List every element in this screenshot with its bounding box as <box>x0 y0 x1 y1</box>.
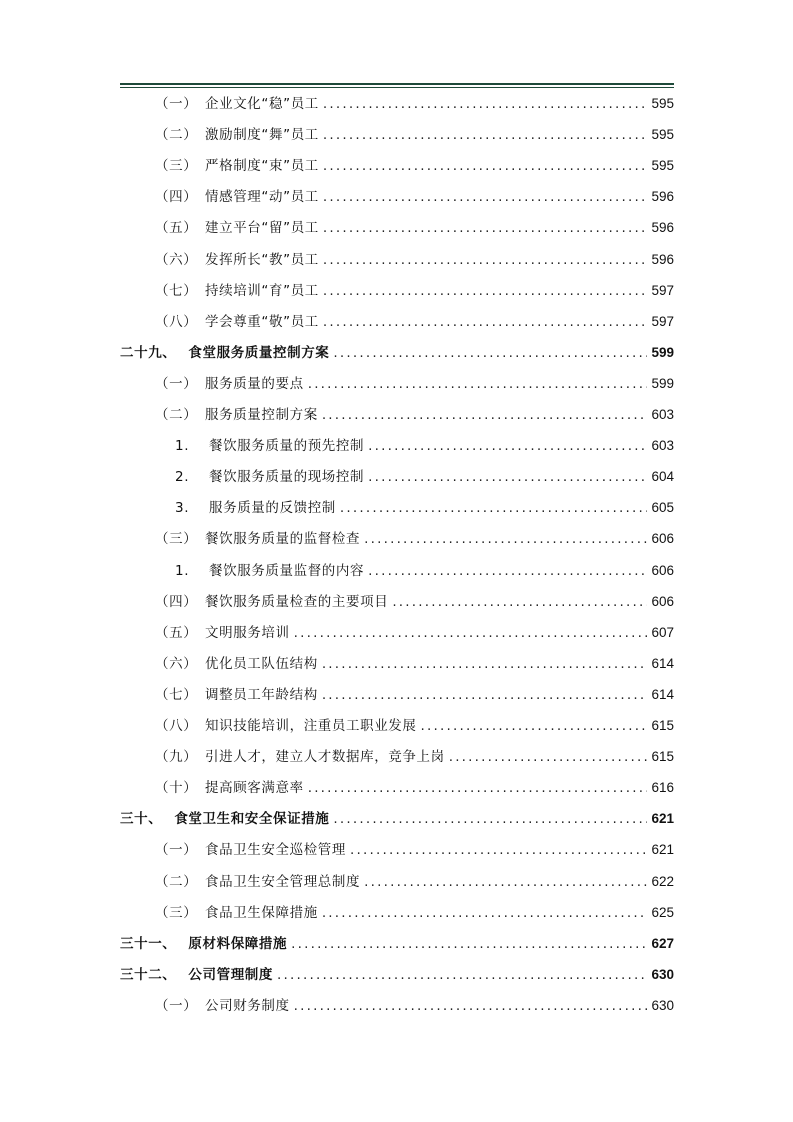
toc-leader-dots <box>333 811 647 827</box>
toc-entry-number: （五） <box>155 220 198 236</box>
toc-entry-page-number: 597 <box>651 283 674 298</box>
toc-entry[interactable] <box>175 434 674 456</box>
toc-entry[interactable] <box>155 994 674 1016</box>
toc-entry-page-number: 621 <box>651 811 674 826</box>
toc-entry-page-number: 595 <box>651 158 674 173</box>
toc-entry-page-number: 627 <box>651 936 674 951</box>
toc-entry[interactable] <box>155 185 674 207</box>
toc-entry-title: 提高顾客满意率 <box>205 780 304 796</box>
toc-entry-page-number: 603 <box>651 438 674 453</box>
toc-entry[interactable] <box>155 714 674 736</box>
toc-entry-page-number: 596 <box>651 220 674 235</box>
toc-entry-number: 1. <box>175 563 190 579</box>
toc-entry-title: 文明服务培训 <box>205 625 290 641</box>
toc-entry-page-number: 625 <box>651 905 674 920</box>
toc-leader-dots <box>323 314 648 330</box>
toc-entry-page-number: 614 <box>651 656 674 671</box>
toc-entry-title: 食堂服务质量控制方案 <box>188 345 330 361</box>
toc-entry[interactable] <box>155 123 674 145</box>
toc-entry[interactable] <box>155 838 674 860</box>
toc-entry-number: （二） <box>155 874 198 890</box>
toc-entry[interactable] <box>155 527 674 549</box>
toc-entry-page-number: 630 <box>651 967 674 982</box>
toc-entry-title: 餐饮服务质量检查的主要项目 <box>205 594 389 610</box>
toc-entry-title: 发挥所长“教”员工 <box>205 252 319 268</box>
toc-leader-dots <box>368 563 647 579</box>
toc-leader-dots <box>364 531 647 547</box>
toc-leader-dots <box>291 936 647 952</box>
toc-leader-dots <box>323 220 648 236</box>
toc-entry-page-number: 614 <box>651 687 674 702</box>
toc-entry-title: 服务质量的反馈控制 <box>209 500 336 516</box>
toc-entry-title: 食品卫生安全管理总制度 <box>205 874 361 890</box>
toc-entry[interactable] <box>120 341 674 363</box>
toc-entry-page-number: 622 <box>651 874 674 889</box>
toc-entry-page-number: 596 <box>651 252 674 267</box>
toc-entry-number: （七） <box>155 283 198 299</box>
toc-entry-number: （二） <box>155 407 198 423</box>
toc-entry-page-number: 597 <box>651 314 674 329</box>
toc-entry[interactable] <box>155 310 674 332</box>
toc-entry-page-number: 603 <box>651 407 674 422</box>
toc-leader-dots <box>421 718 648 734</box>
toc-entry-title: 公司管理制度 <box>188 967 274 983</box>
toc-leader-dots <box>449 749 648 765</box>
toc-entry-page-number: 606 <box>651 531 674 546</box>
toc-entry-title: 引进人才，建立人才数据库，竞争上岗 <box>205 749 445 765</box>
toc-entry-title: 持续培训“育”员工 <box>205 283 319 299</box>
toc-entry[interactable] <box>155 776 674 798</box>
toc-entry-number: 二十九、 <box>120 345 177 361</box>
toc-entry-number: （三） <box>155 531 198 547</box>
toc-entry[interactable] <box>155 248 674 270</box>
toc-leader-dots <box>323 283 648 299</box>
toc-leader-dots <box>277 967 647 983</box>
toc-entry-number: （四） <box>155 189 198 205</box>
toc-entry-page-number: 599 <box>651 376 674 391</box>
header-rule-thin <box>120 87 674 88</box>
toc-entry-page-number: 606 <box>651 594 674 609</box>
toc-entry-number: （一） <box>155 842 198 858</box>
toc-entry-number: （三） <box>155 905 198 921</box>
toc-entry[interactable] <box>155 154 674 176</box>
toc-entry[interactable] <box>155 279 674 301</box>
toc-leader-dots <box>323 158 648 174</box>
toc-entry[interactable] <box>155 92 674 114</box>
toc-leader-dots <box>322 407 648 423</box>
toc-entry-title: 服务质量的要点 <box>205 376 304 392</box>
toc-leader-dots <box>392 594 647 610</box>
toc-leader-dots <box>322 905 648 921</box>
toc-entry[interactable] <box>120 932 674 954</box>
toc-entry[interactable] <box>155 216 674 238</box>
toc-entry-number: （十） <box>155 780 198 796</box>
toc-entry-page-number: 630 <box>651 998 674 1013</box>
toc-entry-number: 三十二、 <box>120 967 177 983</box>
toc-entry-page-number: 595 <box>651 127 674 142</box>
toc-entry-number: （二） <box>155 127 198 143</box>
toc-entry-number: （八） <box>155 314 198 330</box>
toc-entry[interactable] <box>155 403 674 425</box>
toc-leader-dots <box>308 376 648 392</box>
toc-entry-title: 餐饮服务质量监督的内容 <box>209 563 365 579</box>
toc-entry-title: 优化员工队伍结构 <box>205 656 318 672</box>
toc-leader-dots <box>294 998 648 1014</box>
toc-entry-number: （五） <box>155 625 198 641</box>
toc-entry-title: 食品卫生保障措施 <box>205 905 318 921</box>
toc-entry-title: 原材料保障措施 <box>188 936 288 952</box>
toc-entry[interactable] <box>120 963 674 985</box>
toc-entry-number: （八） <box>155 718 198 734</box>
toc-entry[interactable] <box>120 807 674 829</box>
toc-entry-title: 调整员工年龄结构 <box>205 687 318 703</box>
toc-entry[interactable] <box>175 496 674 518</box>
toc-entry-number: 三十一、 <box>120 936 177 952</box>
toc-leader-dots <box>368 438 647 454</box>
toc-entry[interactable] <box>155 745 674 767</box>
toc-entry-number: 2. <box>175 469 190 485</box>
toc-leader-dots <box>308 780 648 796</box>
toc-entry-title: 公司财务制度 <box>205 998 290 1014</box>
toc-entry-page-number: 596 <box>651 189 674 204</box>
toc-entry-title: 餐饮服务质量的现场控制 <box>209 469 365 485</box>
toc-entry-number: 3. <box>175 500 190 516</box>
toc-entry[interactable] <box>175 465 674 487</box>
toc-leader-dots <box>294 625 648 641</box>
toc-entry-page-number: 621 <box>651 842 674 857</box>
toc-entry-number: （六） <box>155 252 198 268</box>
toc-entry-page-number: 615 <box>651 749 674 764</box>
toc-entry-title: 学会尊重“敬”员工 <box>205 314 319 330</box>
toc-entry-title: 情感管理“动”员工 <box>205 189 319 205</box>
toc-leader-dots <box>323 96 648 112</box>
toc-leader-dots <box>323 127 648 143</box>
toc-entry-title: 餐饮服务质量的预先控制 <box>209 438 365 454</box>
toc-entry-title: 严格制度“束”员工 <box>205 158 319 174</box>
toc-entry-page-number: 606 <box>651 563 674 578</box>
toc-entry-page-number: 604 <box>651 469 674 484</box>
toc-entry[interactable] <box>155 683 674 705</box>
toc-leader-dots <box>323 189 648 205</box>
toc-leader-dots <box>364 874 647 890</box>
toc-entry-page-number: 605 <box>651 500 674 515</box>
toc-entry[interactable] <box>155 652 674 674</box>
toc-leader-dots <box>322 656 648 672</box>
toc-leader-dots <box>340 500 648 516</box>
toc-entry-title: 激励制度“舞”员工 <box>205 127 319 143</box>
toc-entry-number: （三） <box>155 158 198 174</box>
toc-entry[interactable] <box>155 590 674 612</box>
toc-entry-title: 服务质量控制方案 <box>205 407 318 423</box>
toc-entry[interactable] <box>155 621 674 643</box>
toc-entry[interactable] <box>175 559 674 581</box>
toc-entry[interactable] <box>155 870 674 892</box>
toc-leader-dots <box>368 469 647 485</box>
toc-leader-dots <box>350 842 647 858</box>
toc-entry-number: （七） <box>155 687 198 703</box>
toc-entry-title: 建立平台“留”员工 <box>205 220 319 236</box>
toc-entry-title: 餐饮服务质量的监督检查 <box>205 531 361 547</box>
toc-leader-dots <box>333 345 647 361</box>
toc-entry-number: （一） <box>155 998 198 1014</box>
toc-entry-number: （九） <box>155 749 198 765</box>
toc-entry-page-number: 615 <box>651 718 674 733</box>
toc-entry-page-number: 616 <box>651 780 674 795</box>
toc-entry-title: 食品卫生安全巡检管理 <box>205 842 346 858</box>
toc-entry-number: （一） <box>155 376 198 392</box>
header-rule-thick <box>120 83 674 85</box>
toc-entry-number: （一） <box>155 96 198 112</box>
toc-entry-title: 企业文化“稳”员工 <box>205 96 319 112</box>
toc-entry-title: 食堂卫生和安全保证措施 <box>174 811 330 827</box>
toc-entry-page-number: 599 <box>651 345 674 360</box>
toc-entry-page-number: 595 <box>651 96 674 111</box>
toc-entry-number: 1. <box>175 438 190 454</box>
toc-leader-dots <box>322 687 648 703</box>
toc-entry[interactable] <box>155 372 674 394</box>
toc-entry-page-number: 607 <box>651 625 674 640</box>
toc-entry-title: 知识技能培训，注重员工职业发展 <box>205 718 417 734</box>
toc-entry-number: （四） <box>155 594 198 610</box>
toc-entry[interactable] <box>155 901 674 923</box>
toc-leader-dots <box>323 252 648 268</box>
toc-entry-number: （六） <box>155 656 198 672</box>
toc-entry-number: 三十、 <box>120 811 163 827</box>
